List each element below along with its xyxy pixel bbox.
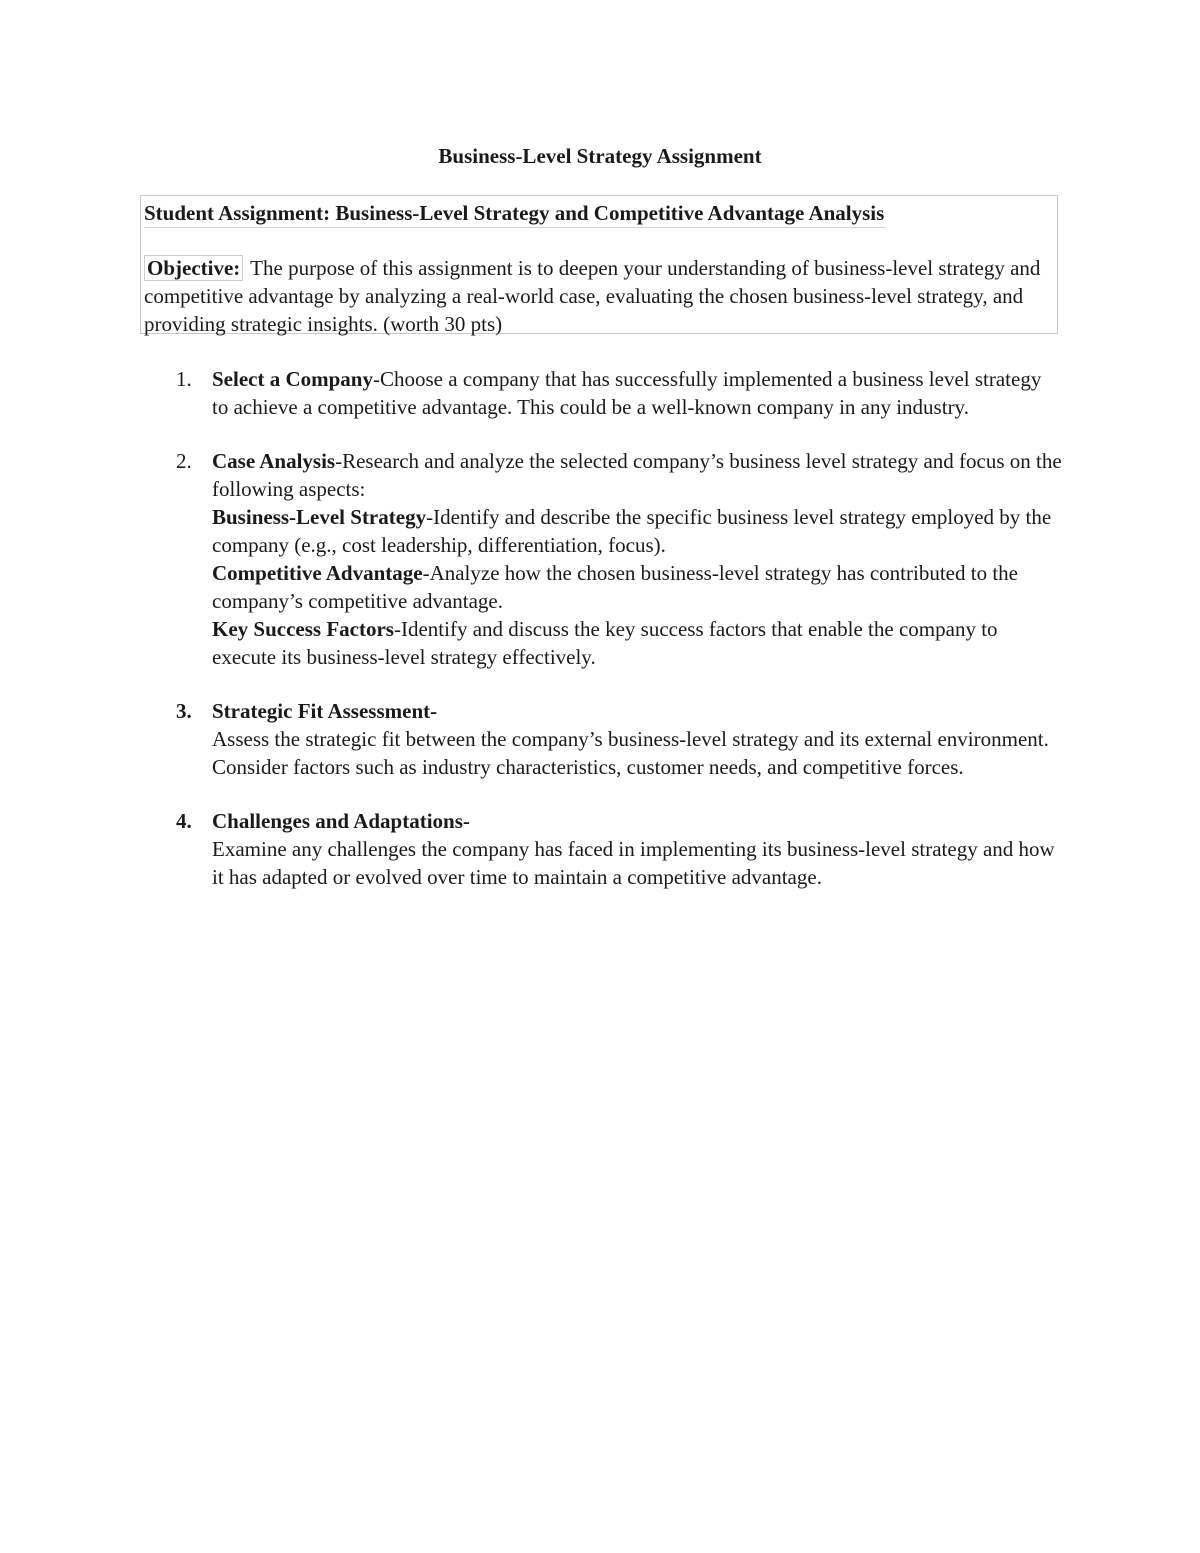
item-text: Examine any challenges the company has faced in implementing its business-level strategy and how it has adapted or evolved over time to maintain a competitive advantage.	[212, 837, 1055, 889]
list-item	[172, 365, 1062, 421]
item-term: Challenges and Adaptations-	[212, 809, 470, 833]
item-text: -Research and analyze the selected company’s business level strategy and focus on the following aspects:	[212, 449, 1062, 501]
sub-item	[212, 503, 1062, 559]
item-term: Strategic Fit Assessment-	[212, 699, 438, 723]
item-number: 1.	[176, 367, 192, 391]
list-item	[172, 697, 1062, 781]
sub-item-term: Key Success Factors	[212, 617, 394, 641]
item-number: 2.	[176, 449, 192, 473]
sub-item	[212, 615, 1062, 671]
item-paragraph	[212, 365, 1062, 421]
sub-item-term: Competitive Advantage	[212, 561, 423, 585]
sub-item-text: -Identify and discuss the key success factors that enable the company to execute its business-level strategy effectively.	[212, 617, 998, 669]
item-paragraph	[212, 697, 1062, 781]
objective-paragraph	[144, 254, 1049, 338]
assignment-steps-list	[172, 365, 1062, 917]
item-term: Select a Company	[212, 367, 373, 391]
item-paragraph	[212, 807, 1062, 891]
item-paragraph	[212, 447, 1062, 503]
callout-heading: Student Assignment: Business-Level Strategy and Competitive Advantage Analysis	[144, 199, 886, 228]
document-title: Business-Level Strategy Assignment	[438, 144, 762, 168]
item-text: Assess the strategic fit between the company’s business-level strategy and its external environment. Consider factors such as industry characteristics, customer needs, and competitive forces.	[212, 727, 1049, 779]
sub-item-term: Business-Level Strategy	[212, 505, 427, 529]
item-term: Case Analysis	[212, 449, 336, 473]
list-item	[172, 807, 1062, 891]
list-item	[172, 447, 1062, 671]
sub-item-text: -Identify and describe the specific business level strategy employed by the company (e.g., cost leadership, differentiation, focus).	[212, 505, 1052, 557]
item-number: 3.	[176, 699, 192, 723]
objective-text: The purpose of this assignment is to deepen your understanding of business-level strategy and competitive advantage by analyzing a real-world case, evaluating the chosen business-level strategy, and providing strategic insights. (worth 30 pts)	[144, 256, 1041, 336]
item-text: -Choose a company that has successfully implemented a business level strategy to achieve a competitive advantage. This could be a well-known company in any industry.	[212, 367, 1042, 419]
assignment-callout-box	[140, 195, 1058, 334]
sub-item	[212, 559, 1062, 615]
sub-item-text: -Analyze how the chosen business-level strategy has contributed to the company’s competitive advantage.	[212, 561, 1018, 613]
item-number: 4.	[176, 809, 192, 833]
objective-label: Objective:	[144, 255, 243, 281]
